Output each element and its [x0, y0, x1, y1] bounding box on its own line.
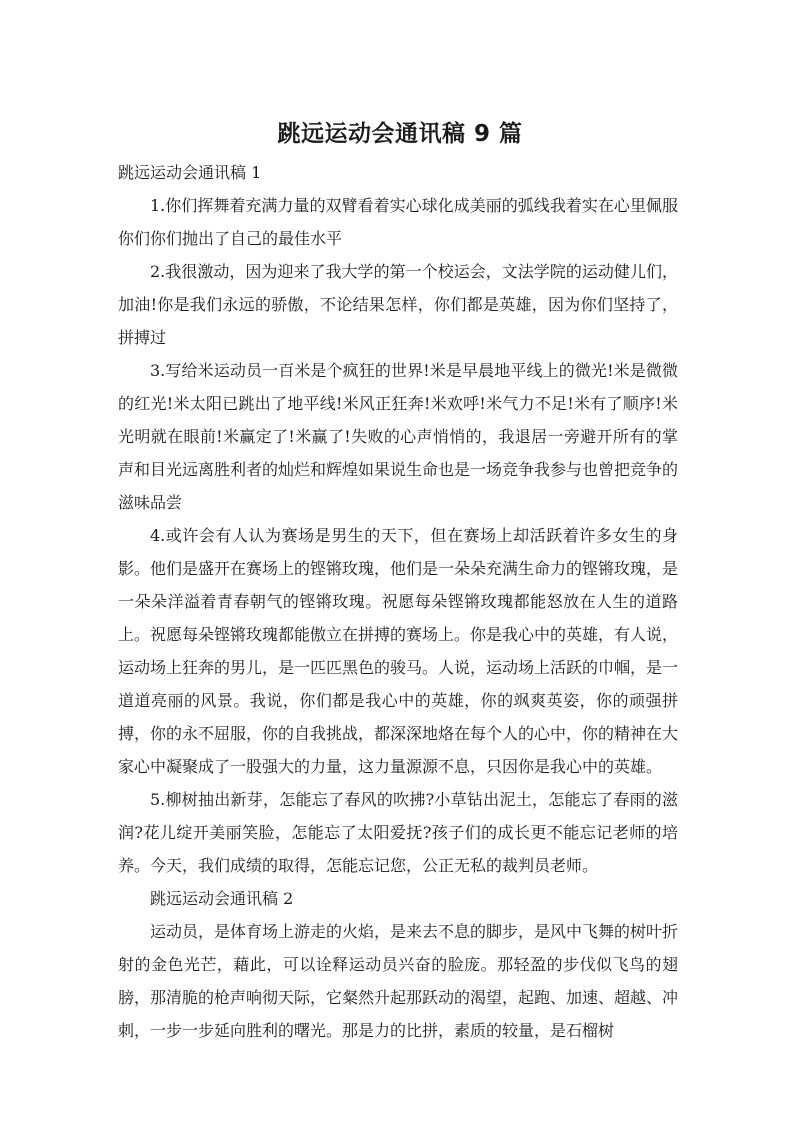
section-1-heading: 跳远运动会通讯稿 1 [118, 163, 262, 182]
section-1-paragraph: 2.我很激动，因为迎来了我大学的第一个校运会，文法学院的运动健儿们，加油!你是我们永远的骄傲，不论结果怎样，你们都是英雄，因为你们坚持了，拼搏过 [118, 262, 678, 347]
section-1-paragraph: 5.柳树抽出新芽，怎能忘了春风的吹拂?小草钻出泥土，怎能忘了春雨的滋润?花儿绽开美丽笑脸，怎能忘了太阳爱抚?孩子们的成长更不能忘记老师的培养。今天，我们成绩的取得，怎能忘记您，公正无私的裁判员老师。 [118, 790, 678, 875]
section-2-paragraph: 运动员，是体育场上游走的火焰，是来去不息的脚步，是风中飞舞的树叶折射的金色光芒，藉此，可以诠释运动员兴奋的脸庞。那轻盈的步伐似飞鸟的翅膀，那清脆的枪声响彻天际，它粲然升起那跃动的渴望，起跑、加速、超越、冲刺，一步一步延向胜利的曙光。那是力的比拼，素质的较量，是石榴树 [118, 922, 679, 1040]
document-body [118, 156, 678, 1047]
section-1-paragraph: 4.或许会有人认为赛场是男生的天下，但在赛场上却活跃着许多女生的身影。他们是盛开在赛场上的铿锵玫瑰，他们是一朵朵充满生命力的铿锵玫瑰，是一朵朵洋溢着青春朝气的铿锵玫瑰。祝愿每朵铿锵玫瑰都能怒放在人生的道路上。祝愿每朵铿锵玫瑰都能傲立在拼搏的赛场上。你是我心中的英雄，有人说，运动场上狂奔的男儿，是一匹匹黑色的骏马。人说，运动场上活跃的巾帼，是一道道亮丽的风景。我说，你们都是我心中的英雄，你的飒爽英姿，你的顽强拼搏，你的永不屈服，你的自我挑战，都深深地烙在每个人的心中，你的精神在大家心中凝聚成了一股强大的力量，这力量源源不息，只因你是我心中的英雄。 [118, 526, 679, 776]
section-1-paragraph: 3.写给米运动员一百米是个疯狂的世界!米是早晨地平线上的微光!米是微微的红光!米太阳已跳出了地平线!米风正狂奔!米欢呼!米气力不足!米有了顺序!米光明就在眼前!米赢定了!米赢了!失败的心声悄悄的，我退居一旁避开所有的掌声和目光远离胜利者的灿烂和辉煌如果说生命也是一场竞争我参与也曾把竞争的滋味品尝 [118, 361, 679, 512]
document-title: 跳远运动会通讯稿 9 篇 [277, 121, 523, 147]
section-1-paragraph: 1.你们挥舞着充满力量的双臂看着实心球化成美丽的弧线我着实在心里佩服你们你们抛出了自己的最佳水平 [118, 196, 678, 248]
section-2-heading: 跳远运动会通讯稿 2 [150, 889, 294, 908]
